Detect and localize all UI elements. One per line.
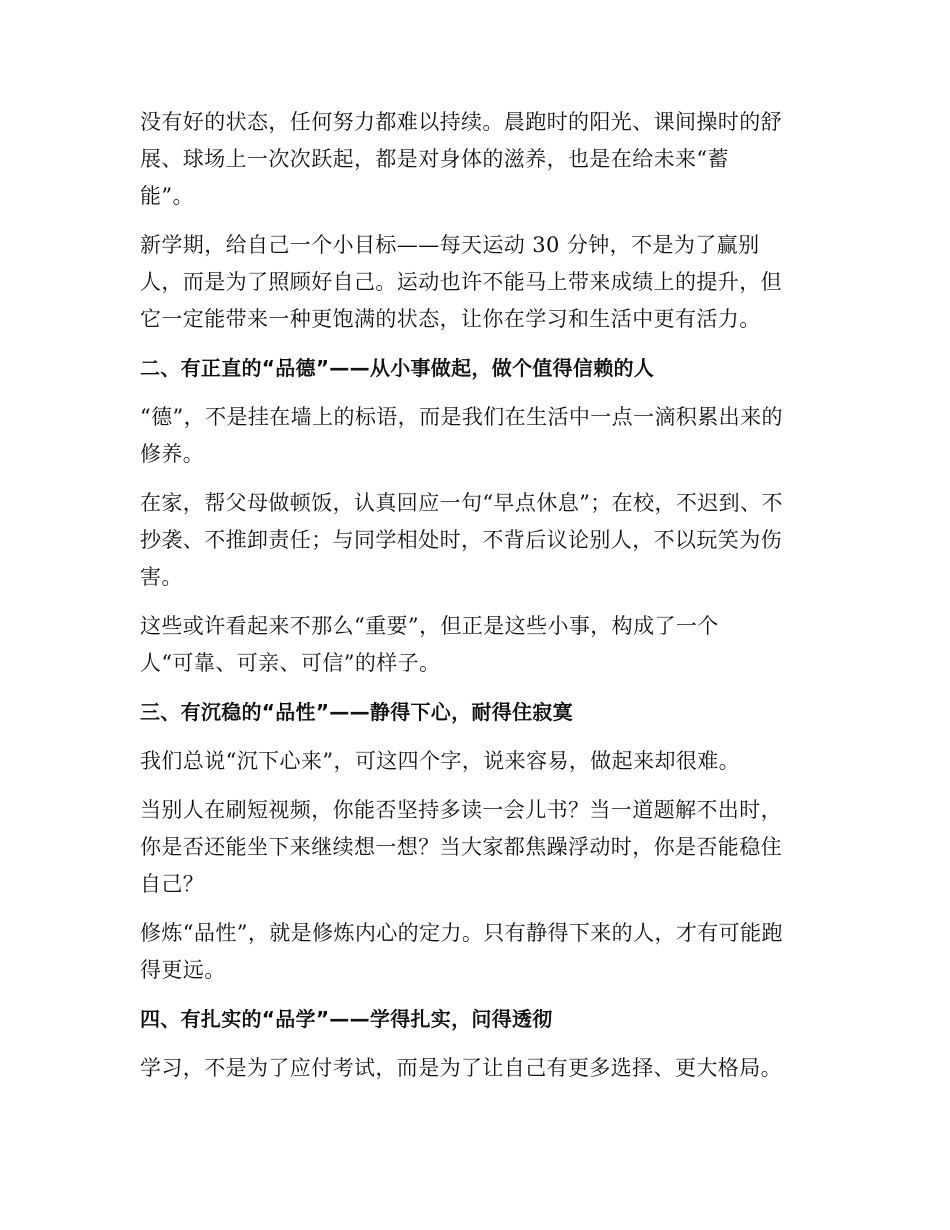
section-heading-morality: 二、有正直的“品德”——从小事做起，做个值得信赖的人 <box>140 356 655 380</box>
paragraph-learning-purpose: 学习，不是为了应付考试，而是为了让自己有更多选择、更大格局。 <box>140 1056 782 1080</box>
document-body <box>140 104 800 1099</box>
paragraph-state-energy: 没有好的状态，任何努力都难以持续。晨跑时的阳光、课间操时的舒展、球场上一次次跃起，都是对身体的滋养，也是在给未来“蓄 能”。 <box>140 110 782 208</box>
paragraph-persistence-questions: 当别人在刷短视频，你能否坚持多读一会儿书？当一道题解不出时，你是否还能坐下来继续想一想？当大家都焦躁浮动时，你是否能稳住自己？ <box>140 798 782 896</box>
section-heading-character: 三、有沉稳的“品性”——静得下心，耐得住寂寞 <box>140 700 573 724</box>
paragraph-exercise-goal: 新学期，给自己一个小目标——每天运动 30 分钟，不是为了赢别人，而是为了照顾好自己。运动也许不能马上带来成绩上的提升，但它一定能带来一种更饱满的状态，让你在学习和生活中更有活力。 <box>140 233 782 331</box>
paragraph-virtue-definition: “德”，不是挂在墙上的标语，而是我们在生活中一点一滴积累出来的修养。 <box>140 405 783 466</box>
paragraph-virtue-examples: 在家，帮父母做顿饭，认真回应一句“早点休息”；在校，不迟到、不抄袭、不推卸责任；与同学相处时，不背后议论别人，不以玩笑为伤害。 <box>140 491 783 589</box>
paragraph-calm-mind: 我们总说“沉下心来”，可这四个字，说来容易，做起来却很难。 <box>140 749 741 773</box>
paragraph-inner-focus: 修炼“品性”，就是修炼内心的定力。只有静得下来的人，才有可能跑得更远。 <box>140 921 783 982</box>
paragraph-small-things: 这些或许看起来不那么“重要”，但正是这些小事，构成了一个 人“可靠、可亲、可信”的样子。 <box>140 614 719 675</box>
section-heading-learning: 四、有扎实的“品学”——学得扎实，问得透彻 <box>140 1007 553 1031</box>
